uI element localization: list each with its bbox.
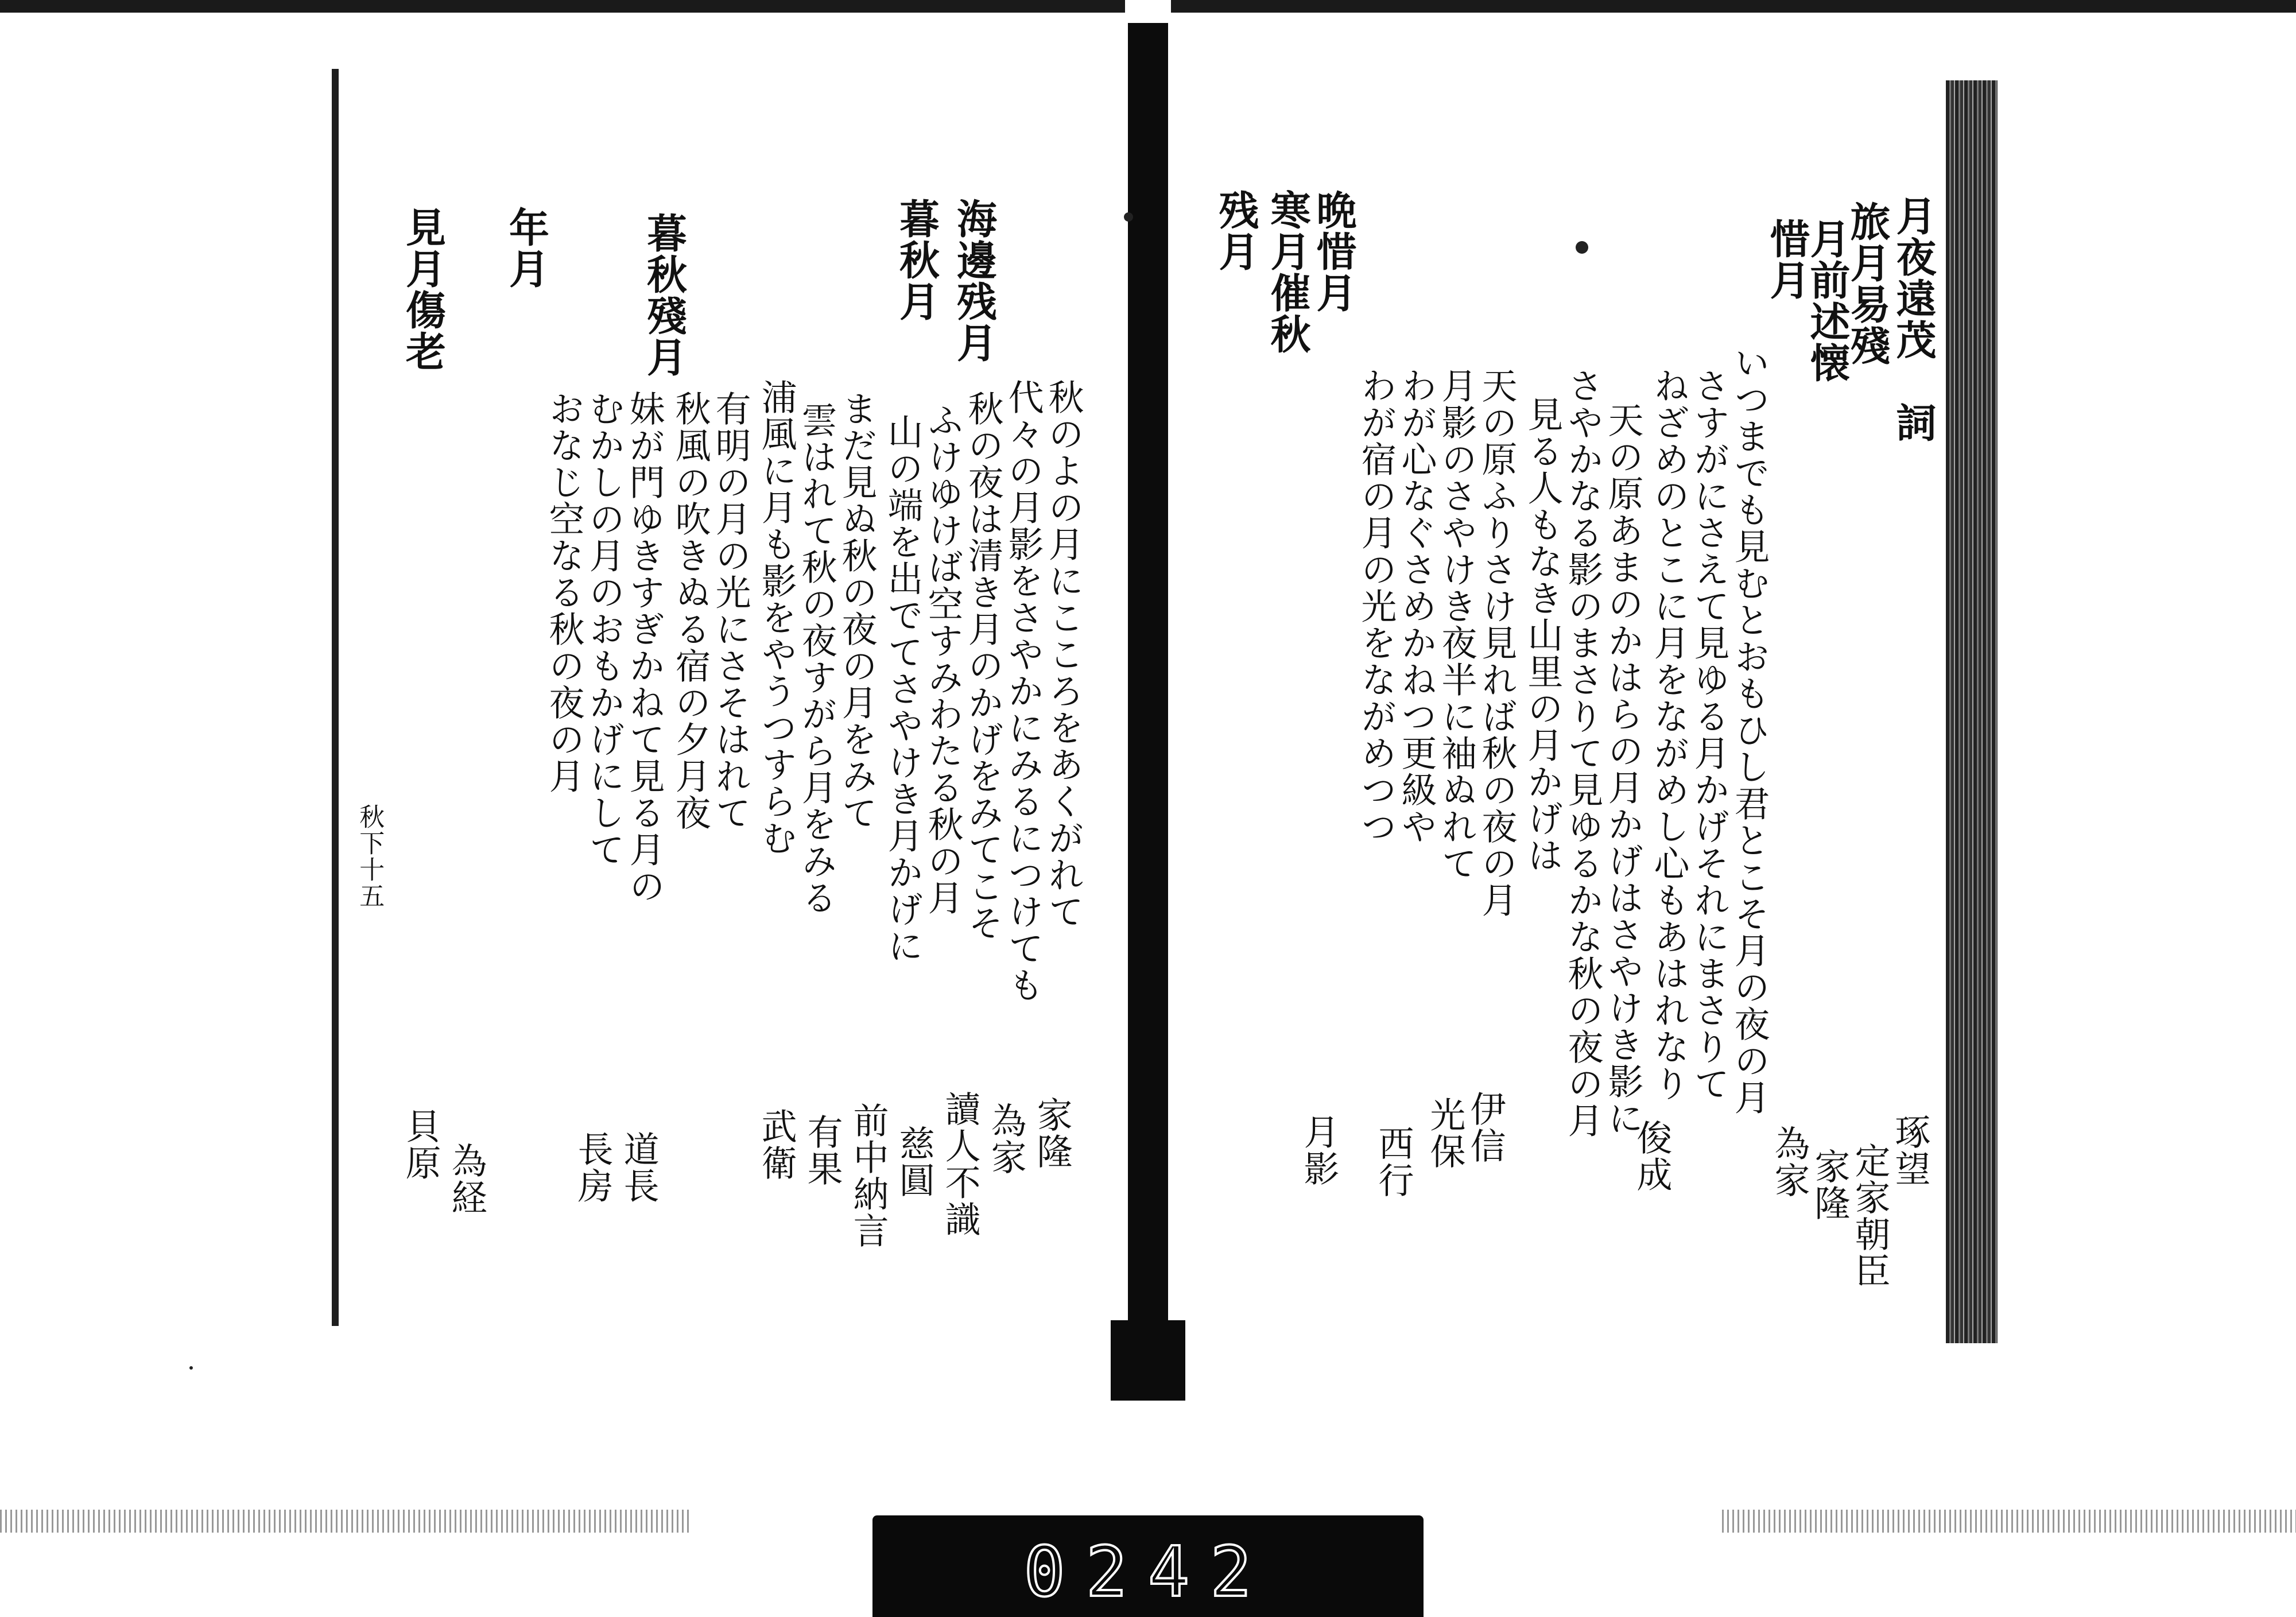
author-name: 伊信: [1464, 1091, 1506, 1164]
poem-line: 代々の月影をさやかにみるにつけても: [1002, 379, 1045, 1003]
poem-line: ふけゆけば空すみわたる秋の月: [922, 402, 964, 916]
poem-title: 惜月: [1763, 218, 1811, 301]
poem-title: 月夜遠茂 詞: [1890, 195, 1937, 443]
author-name: 琢望: [1889, 1114, 1931, 1187]
poem-line: 秋の夜は清き月のかげをみてこそ: [962, 390, 1004, 941]
scan-dust-right: [1722, 1510, 2296, 1533]
archive-frame-stamp: [872, 1515, 1424, 1617]
author-name: 有果: [801, 1114, 844, 1187]
poem-line: むかしの月のおもかげにして: [583, 390, 626, 868]
poem-line: いつまでも見むとおもひし君とこそ月の夜の月: [1728, 344, 1770, 1116]
left-page: [344, 0, 1122, 1492]
author-name: 定家朝臣: [1849, 1142, 1891, 1289]
author-name: 家隆: [1809, 1148, 1851, 1222]
author-name: 為家: [1768, 1125, 1810, 1199]
poem-line: まだ見ぬ秋の夜の月をみて: [836, 390, 878, 831]
author-name: 為経: [445, 1142, 488, 1216]
poem-line: 天の原あまのかはらの月かげはさやけき影に: [1602, 402, 1644, 1137]
book-gutter: [1128, 23, 1168, 1395]
poem-line: 有明の月の光にさそはれて: [709, 390, 752, 831]
poem-line: わが心なぐさめかねつ更級や: [1395, 367, 1437, 845]
poem-title: 寒月催秋: [1264, 189, 1312, 355]
poem-line: 山の端を出でてさやけき月かげに: [882, 413, 924, 964]
author-name: 月影: [1298, 1114, 1340, 1187]
frame-number: 0242: [1023, 1533, 1273, 1612]
scan-top-gap: [1125, 0, 1171, 23]
author-name: 貝原: [400, 1108, 442, 1181]
author-name: 前中納言: [847, 1102, 890, 1249]
poem-line: 天の原ふりさけ見れば秋の夜の月: [1476, 367, 1518, 918]
poem-line: 月影のさやけき夜半に袖ぬれて: [1436, 367, 1477, 882]
author-name: 慈圓: [893, 1125, 936, 1199]
poem-title: 晩惜月: [1310, 189, 1358, 313]
poem-title: 暮秋殘月: [640, 212, 688, 378]
poem-line: さすがにさえて見ゆる月かげそれにまさりて: [1688, 367, 1730, 1102]
author-name: 為家: [985, 1102, 1027, 1176]
poem-line: 秋のよの月にこころをあくがれて: [1042, 379, 1085, 930]
scan-speck: [1576, 241, 1588, 254]
scan-dust-left: [0, 1510, 689, 1533]
author-name: 武衛: [755, 1108, 798, 1181]
poem-line: 妹が門ゆきすぎかねて見る月の: [623, 390, 666, 905]
poem-line: わが宿の月の光をながめつつ: [1355, 367, 1397, 845]
poem-title: 月前述懐: [1804, 218, 1851, 383]
poem-line: おなじ空なる秋の夜の月: [543, 390, 585, 794]
poem-title: 旅月易殘: [1844, 201, 1891, 366]
left-page-edge: [332, 69, 339, 1326]
poem-line: さやかなる影のまさりて見ゆるかな秋の夜の月: [1562, 367, 1604, 1139]
poem-line: 秋風の吹きぬる宿の夕月夜: [669, 390, 712, 831]
poem-line: 浦風に月も影をやうつすらむ: [755, 379, 798, 856]
author-name: 家隆: [1031, 1096, 1073, 1170]
right-page-spine: [1946, 80, 1998, 1343]
folio-label: 秋下十五: [355, 804, 385, 909]
poem-line: 見る人もなき山里の月かげは: [1522, 396, 1564, 874]
poem-line: ねざめのとこに月をながめし心もあはれなり: [1648, 367, 1690, 1102]
poem-title: 見月傷老: [399, 207, 447, 372]
author-name: 西行: [1372, 1125, 1414, 1199]
author-name: 長房: [572, 1131, 614, 1204]
author-name: 光保: [1424, 1096, 1466, 1170]
author-name: 俊成: [1631, 1119, 1673, 1193]
poem-title: 海邊残月: [950, 198, 998, 363]
poem-title: 暮秋月: [893, 198, 941, 322]
scan-speck: [189, 1366, 193, 1370]
right-page: [1182, 0, 1940, 1492]
poem-title: 残月: [1212, 189, 1260, 272]
author-name: 讀人不識: [939, 1091, 982, 1238]
author-name: 道長: [618, 1131, 660, 1204]
poem-line: 雲はれて秋の夜すがら月をみる: [796, 402, 838, 916]
scan-speck: [1124, 212, 1133, 222]
poem-title: 年月: [502, 207, 550, 289]
